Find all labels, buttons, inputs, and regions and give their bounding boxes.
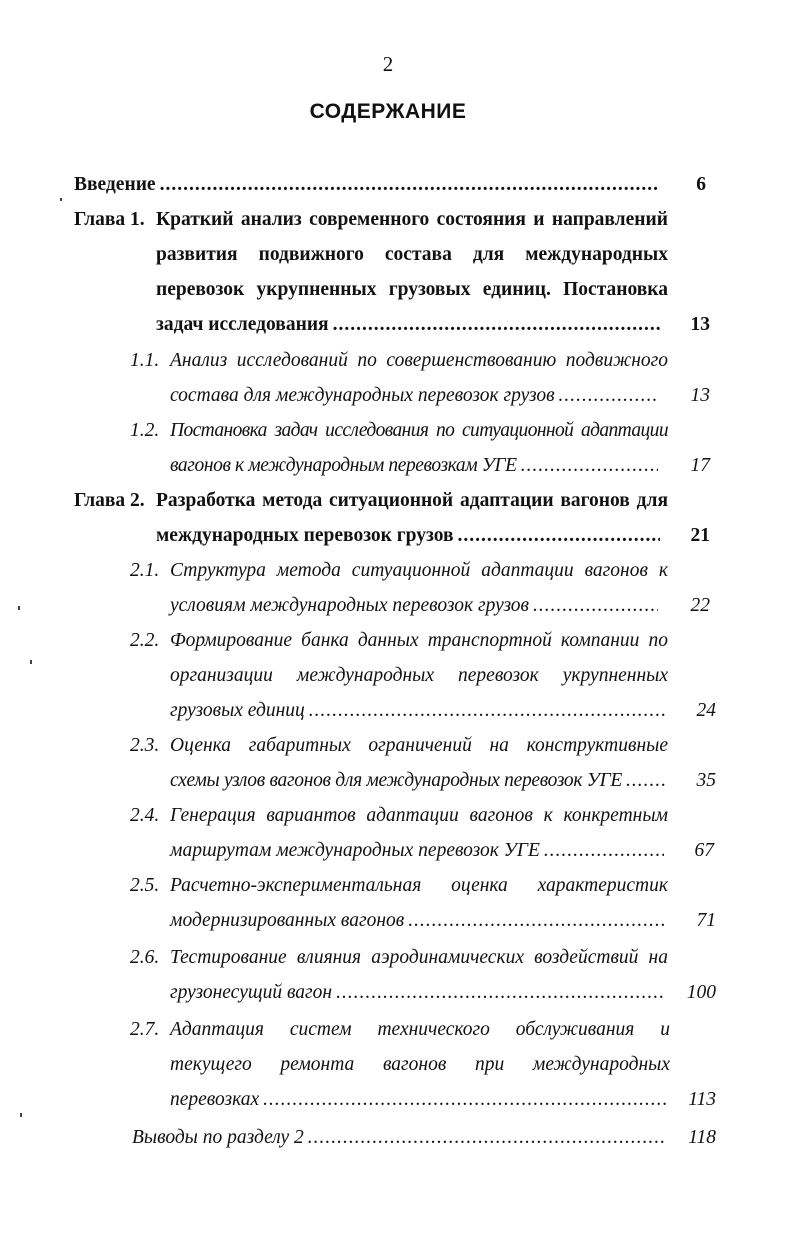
toc-page-number: 17 [690, 455, 710, 476]
scan-artifact [18, 606, 20, 610]
section-number: 2.2. [130, 630, 160, 651]
toc-line: Расчетно-экспериментальная оценка характеристик [170, 875, 668, 896]
toc-line: текущего ремонта вагонов при международных [170, 1054, 670, 1075]
toc-entry-section-2-2[interactable] [130, 623, 716, 728]
leader-dots [533, 588, 658, 623]
toc-line: Разработка метода ситуационной адаптации вагонов для [156, 490, 668, 511]
toc-line: Генерация вариантов адаптации вагонов к конкретным [170, 805, 668, 826]
toc-entry-section-2-3[interactable] [130, 728, 716, 798]
leader-dots [521, 448, 658, 483]
toc-line: грузонесущий вагон [170, 982, 333, 1003]
leader-dots [544, 833, 664, 868]
toc-line: задач исследования [156, 314, 329, 335]
toc-line: маршрутам международных перевозок УГЕ [170, 840, 540, 861]
scan-artifact [60, 198, 62, 201]
leader-dots [333, 307, 660, 342]
section-number: 2.5. [130, 875, 160, 896]
toc-line: условиям международных перевозок грузов [170, 595, 530, 616]
toc-line: организации международных перевозок укрупненных [170, 665, 668, 686]
toc-page-number: 22 [690, 595, 710, 616]
scan-artifact [20, 1113, 22, 1117]
toc-page-number: 113 [688, 1089, 716, 1110]
toc-line: Адаптация систем технического обслуживания и [170, 1019, 670, 1040]
section-number: 2.7. [130, 1019, 160, 1040]
section-number: 2.4. [130, 805, 160, 826]
toc-line: Анализ исследований по совершенствованию подвижного [170, 350, 668, 371]
toc-line: состава для международных перевозок грузов [170, 385, 555, 406]
toc-line: Постановка задач исследования по ситуационной адаптации [170, 420, 668, 441]
section-number: 2.6. [130, 947, 160, 968]
section-number: 1.2. [130, 420, 160, 441]
leader-dots [263, 1082, 666, 1117]
toc-line: международных перевозок грузов [156, 525, 454, 546]
scan-artifact [30, 660, 32, 664]
toc-line: модернизированных вагонов [170, 910, 405, 931]
section-number: 1.1. [130, 350, 160, 371]
toc-entry-section-2-1[interactable] [130, 553, 710, 623]
toc-page-number: 100 [686, 982, 716, 1003]
leader-dots [308, 1120, 666, 1155]
toc-page-number: 21 [690, 525, 710, 546]
toc-line: Тестирование влияния аэродинамических воздействий на [170, 947, 668, 968]
toc-entry-title: Выводы по разделу 2 [132, 1127, 304, 1148]
leader-dots [336, 975, 666, 1010]
toc-entry-title: Введение [74, 174, 156, 195]
toc-line: грузовых единиц [170, 700, 305, 721]
toc-line: Формирование банка данных транспортной компании по [170, 630, 668, 651]
toc-page-number: 13 [690, 314, 710, 335]
leader-dots [458, 518, 661, 553]
leader-dots [626, 763, 666, 798]
toc-entry-conclusions-2[interactable] [132, 1120, 716, 1155]
toc-entry-chapter-1[interactable] [74, 202, 710, 342]
chapter-label: Глава 1. [74, 209, 145, 230]
toc-page-number: 24 [696, 700, 716, 721]
toc-page-number: 67 [694, 840, 714, 861]
toc-page-number: 118 [688, 1127, 716, 1148]
page-title: СОДЕРЖАНИЕ [309, 100, 467, 123]
chapter-label: Глава 2. [74, 490, 145, 511]
toc-page-number: 13 [690, 385, 710, 406]
leader-dots [160, 167, 660, 202]
toc-line: перевозок укрупненных грузовых единиц. Постановка [156, 279, 668, 300]
section-number: 2.3. [130, 735, 160, 756]
toc-entry-section-1-2[interactable] [130, 413, 710, 483]
toc-line: развития подвижного состава для международных [156, 244, 668, 265]
toc-line: схемы узлов вагонов для международных перевозок УГЕ [170, 770, 622, 791]
toc-page-number: 6 [696, 174, 706, 195]
leader-dots [408, 903, 666, 938]
toc-entry-section-2-4[interactable] [130, 798, 714, 868]
leader-dots [309, 693, 666, 728]
page-number: 2 [382, 52, 394, 76]
toc-line: вагонов к международным перевозкам УГЕ [170, 455, 517, 476]
toc-line: Оценка габаритных ограничений на конструктивные [170, 735, 668, 756]
toc-entry-intro[interactable] [74, 167, 706, 202]
toc-page-number: 71 [696, 910, 716, 931]
toc-entry-section-2-7[interactable] [130, 1012, 716, 1117]
toc-entry-section-2-5[interactable] [130, 868, 716, 938]
toc-entry-section-1-1[interactable] [130, 343, 710, 413]
toc-line: перевозках [170, 1089, 260, 1110]
leader-dots [559, 378, 658, 413]
toc-line: Краткий анализ современного состояния и направлений [156, 209, 668, 230]
toc-entry-section-2-6[interactable] [130, 940, 716, 1010]
toc-entry-chapter-2[interactable] [74, 483, 710, 553]
section-number: 2.1. [130, 560, 160, 581]
toc-page-number: 35 [696, 770, 716, 791]
toc-line: Структура метода ситуационной адаптации вагонов к [170, 560, 668, 581]
